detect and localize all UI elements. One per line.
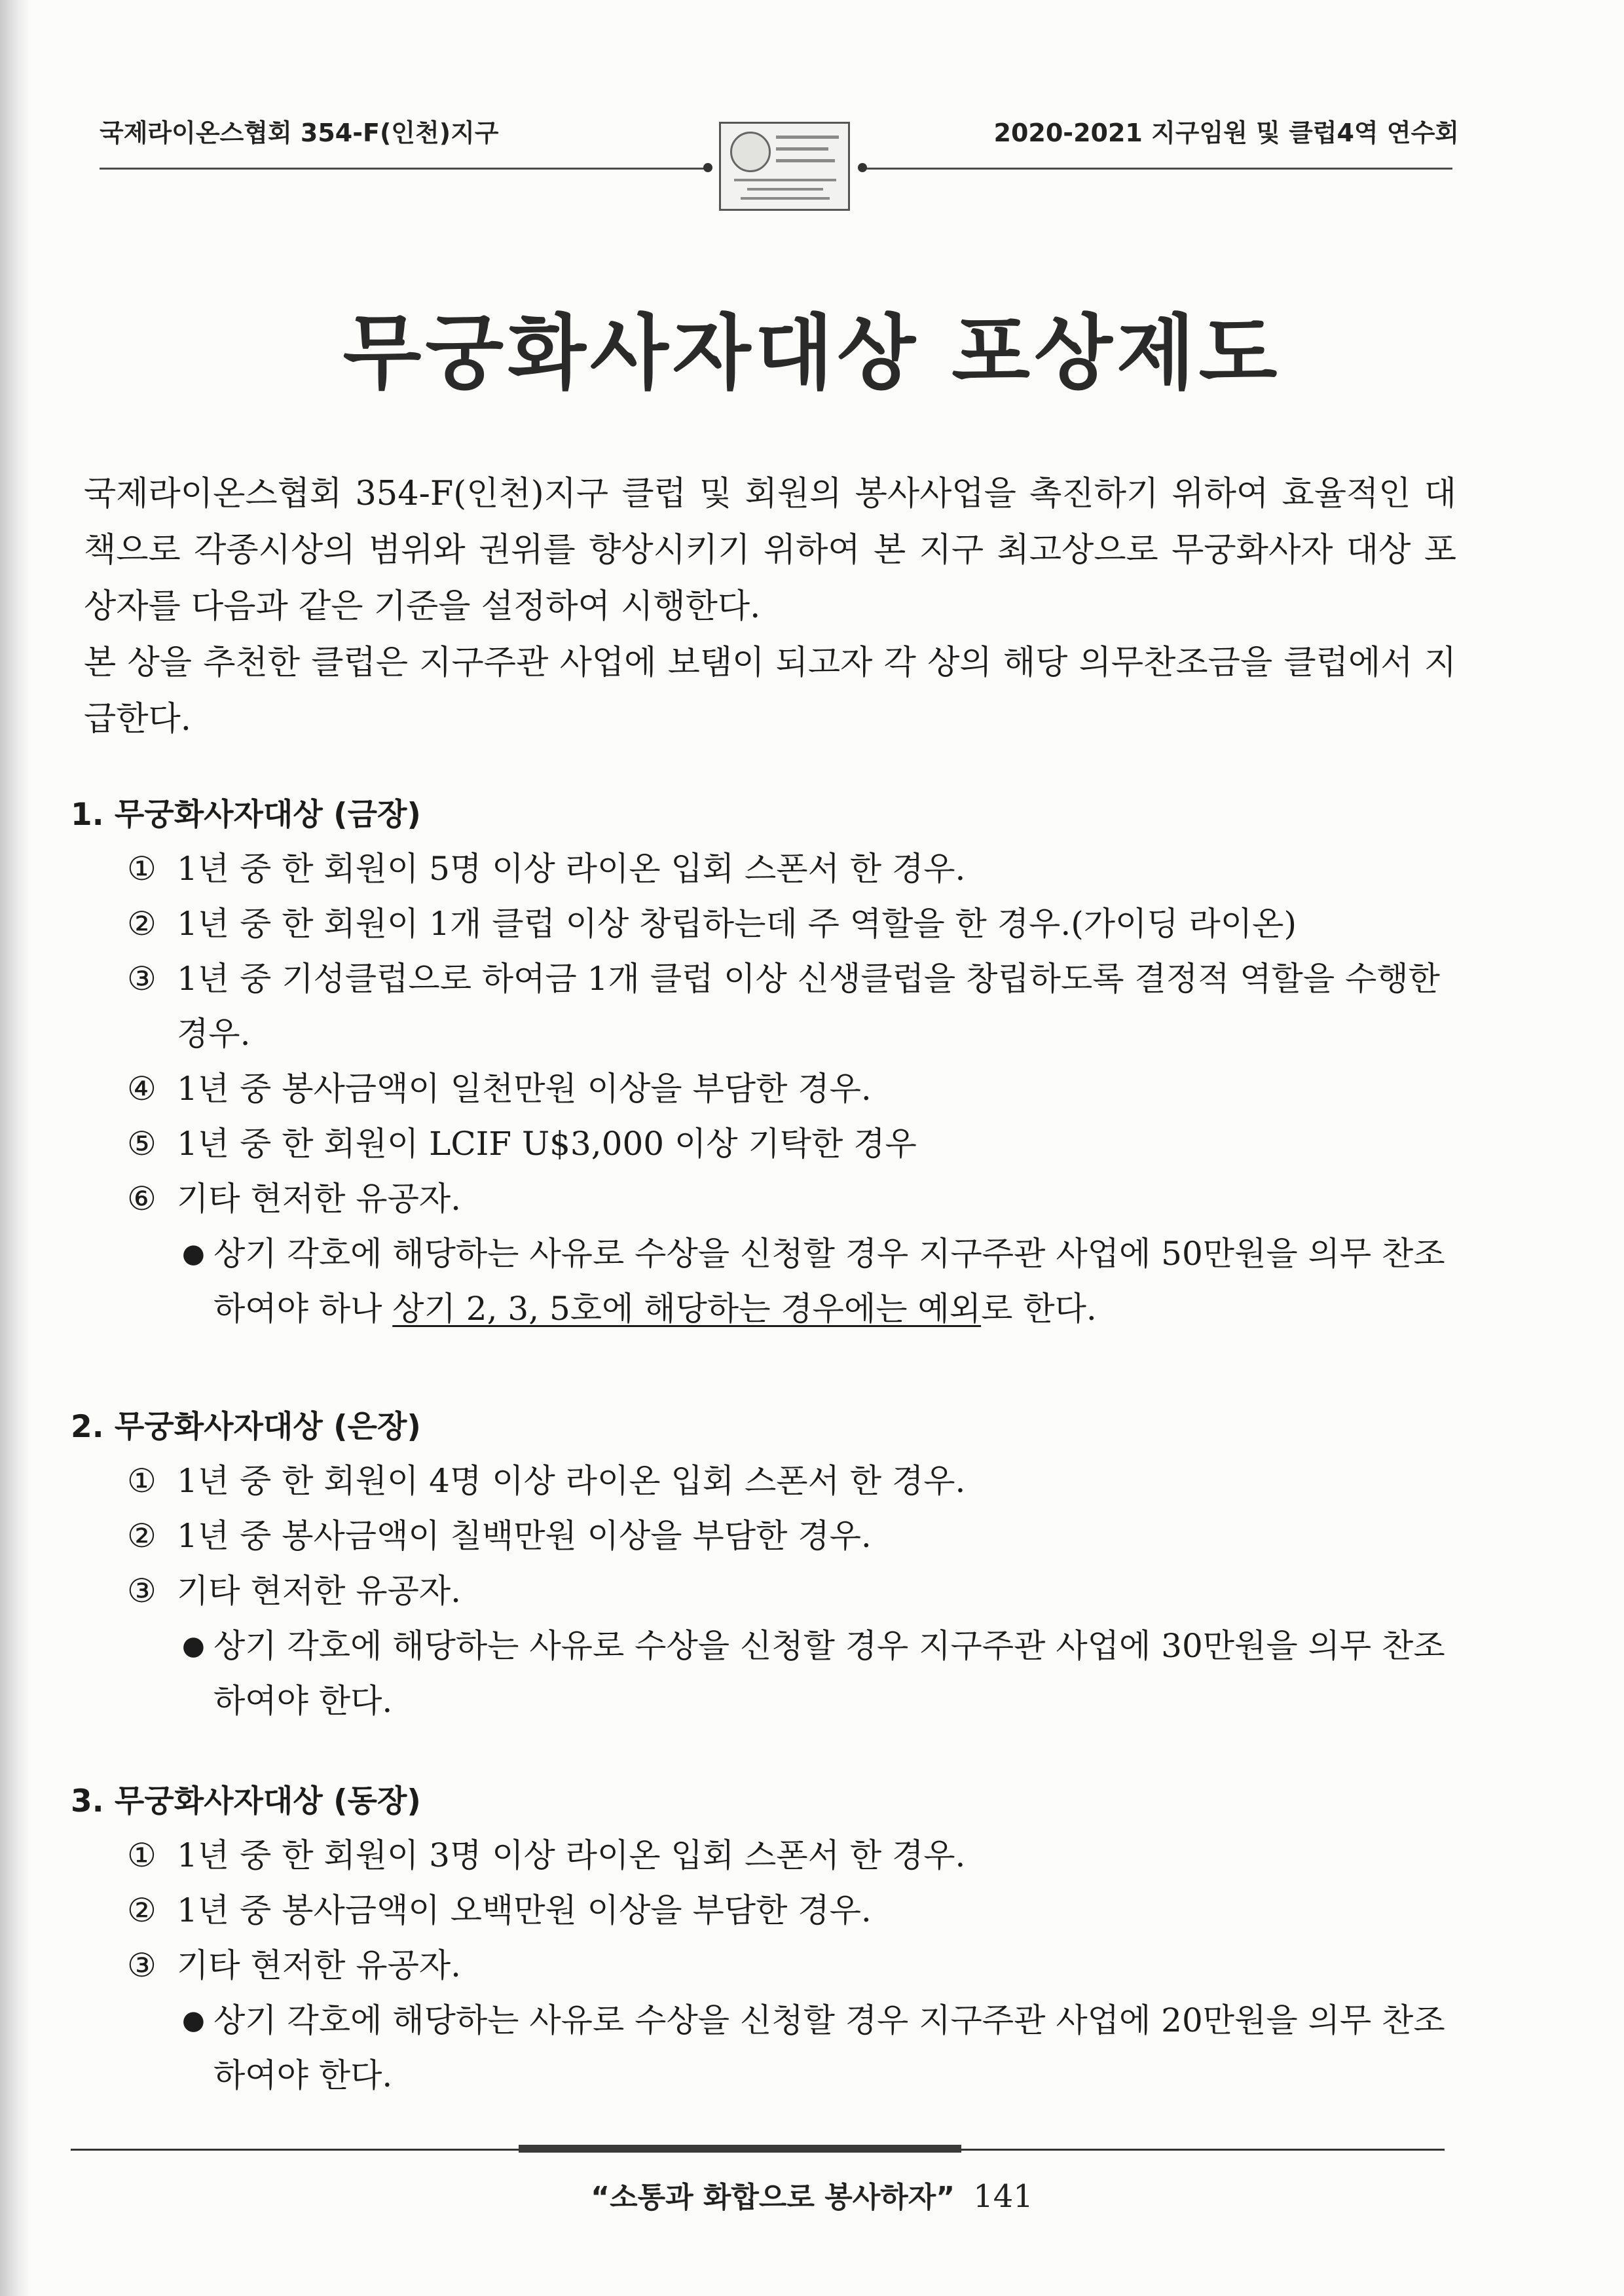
list-item bbox=[71, 896, 1459, 951]
emblem-seal bbox=[730, 132, 771, 172]
item-number: ⑤ bbox=[127, 1125, 157, 1163]
list-item bbox=[71, 1061, 1459, 1116]
item-text: 기타 현저한 유공자. bbox=[177, 1180, 462, 1218]
item-text: 기타 현저한 유공자. bbox=[177, 1572, 462, 1610]
note-tail: 로 한다. bbox=[981, 1290, 1097, 1328]
note-text: 상기 각호에 해당하는 사유로 수상을 신청할 경우 지구주관 사업에 50만원을 의무 찬조하여야 하나 bbox=[213, 1235, 1445, 1328]
section-bronze bbox=[71, 1776, 1459, 2103]
footer-slogan: “소통과 화합으로 봉사하자” bbox=[591, 2181, 955, 2214]
item-text: 1년 중 한 회원이 1개 클럽 이상 창립하는데 주 역할을 한 경우.(가이딩 라이온) bbox=[177, 905, 1297, 943]
intro-paragraph: 국제라이온스협회 354-F(인천)지구 클럽 및 회원의 봉사사업을 촉진하기 위하여 효율적인 대책으로 각종시상의 범위와 권위를 향상시키기 위하여 본 지구 최고상으로 무궁화사자 대상 포상자를 다음과 같은 기준을 설정하여 시행한다. bbox=[84, 475, 1456, 626]
item-text: 1년 중 한 회원이 4명 이상 라이온 입회 스폰서 한 경우. bbox=[177, 1462, 966, 1500]
item-number: ① bbox=[127, 850, 157, 888]
list-item bbox=[71, 1453, 1459, 1508]
item-number: ② bbox=[127, 905, 157, 943]
header-rule-right bbox=[863, 168, 1452, 170]
header-left-text: 국제라이온스협회 354-F(인천)지구 bbox=[100, 118, 499, 147]
item-text: 1년 중 봉사금액이 오백만원 이상을 부담한 경우. bbox=[177, 1891, 872, 1929]
list-item bbox=[71, 1563, 1459, 1618]
list-item bbox=[71, 1508, 1459, 1563]
item-number: ② bbox=[127, 1517, 157, 1555]
note-text: 상기 각호에 해당하는 사유로 수상을 신청할 경우 지구주관 사업에 30만원을 의무 찬조하여야 한다. bbox=[213, 1627, 1445, 1720]
item-text: 1년 중 기성클럽으로 하여금 1개 클럽 이상 신생클럽을 창립하도록 결정적 역할을 수행한 경우. bbox=[177, 960, 1440, 1053]
list-item bbox=[71, 1828, 1459, 1883]
item-text: 1년 중 한 회원이 5명 이상 라이온 입회 스폰서 한 경우. bbox=[177, 850, 966, 888]
criteria-list bbox=[71, 1453, 1459, 1618]
item-text: 1년 중 봉사금액이 일천만원 이상을 부담한 경우. bbox=[177, 1070, 872, 1108]
list-item bbox=[71, 1938, 1459, 1993]
bullet-icon: ● bbox=[182, 2005, 205, 2035]
criteria-list bbox=[71, 841, 1459, 1226]
item-number: ④ bbox=[127, 1070, 157, 1108]
item-number: ③ bbox=[127, 1572, 157, 1610]
item-text: 1년 중 봉사금액이 칠백만원 이상을 부담한 경우. bbox=[177, 1517, 872, 1555]
page-footer bbox=[0, 2174, 1624, 2215]
criteria-list bbox=[71, 1828, 1459, 1993]
page-title: 무궁화사자대상 포상제도 bbox=[342, 306, 1282, 401]
list-item bbox=[71, 841, 1459, 896]
list-item bbox=[71, 951, 1459, 1061]
item-number: ② bbox=[127, 1891, 157, 1929]
list-item bbox=[71, 1171, 1459, 1226]
header-rule-left bbox=[100, 168, 707, 170]
list-item bbox=[71, 1116, 1459, 1171]
item-number: ① bbox=[127, 1462, 157, 1500]
item-text: 1년 중 한 회원이 3명 이상 라이온 입회 스폰서 한 경우. bbox=[177, 1836, 966, 1874]
footer-rule-accent bbox=[519, 2145, 961, 2153]
list-item bbox=[71, 1883, 1459, 1938]
section-silver bbox=[71, 1401, 1459, 1728]
lions-emblem-icon bbox=[719, 122, 850, 211]
item-number: ③ bbox=[127, 1946, 157, 1984]
item-number: ③ bbox=[127, 960, 157, 998]
intro-paragraph: 본 상을 추천한 클럽은 지구주관 사업에 보탬이 되고자 각 상의 해당 의무찬조금을 클럽에서 지급한다. bbox=[84, 644, 1456, 738]
item-text: 기타 현저한 유공자. bbox=[177, 1946, 462, 1984]
contribution-note bbox=[71, 1993, 1459, 2103]
header-rule-dot-right bbox=[858, 163, 867, 172]
header-rule-dot-left bbox=[703, 163, 712, 172]
section-heading: 2. 무궁화사자대상 (은장) bbox=[71, 1409, 421, 1445]
header-right-text: 2020-2021 지구임원 및 클럽4역 연수회 bbox=[993, 118, 1459, 147]
contribution-note bbox=[71, 1618, 1459, 1728]
section-heading: 1. 무궁화사자대상 (금장) bbox=[71, 797, 421, 833]
item-text: 1년 중 한 회원이 LCIF U$3,000 이상 기탁한 경우 bbox=[177, 1125, 917, 1163]
page-number: 141 bbox=[973, 2178, 1033, 2215]
item-number: ① bbox=[127, 1836, 157, 1874]
section-heading: 3. 무궁화사자대상 (동장) bbox=[71, 1783, 421, 1819]
note-underlined-text: 상기 2, 3, 5호에 해당하는 경우에는 예외 bbox=[392, 1290, 982, 1328]
note-text: 상기 각호에 해당하는 사유로 수상을 신청할 경우 지구주관 사업에 20만원을 의무 찬조하여야 한다. bbox=[213, 2001, 1445, 2094]
bullet-icon: ● bbox=[182, 1239, 205, 1269]
contribution-note bbox=[71, 1226, 1459, 1336]
bullet-icon: ● bbox=[182, 1631, 205, 1661]
item-number: ⑥ bbox=[127, 1180, 157, 1218]
section-gold bbox=[71, 789, 1459, 1336]
intro-paragraphs bbox=[84, 466, 1456, 748]
